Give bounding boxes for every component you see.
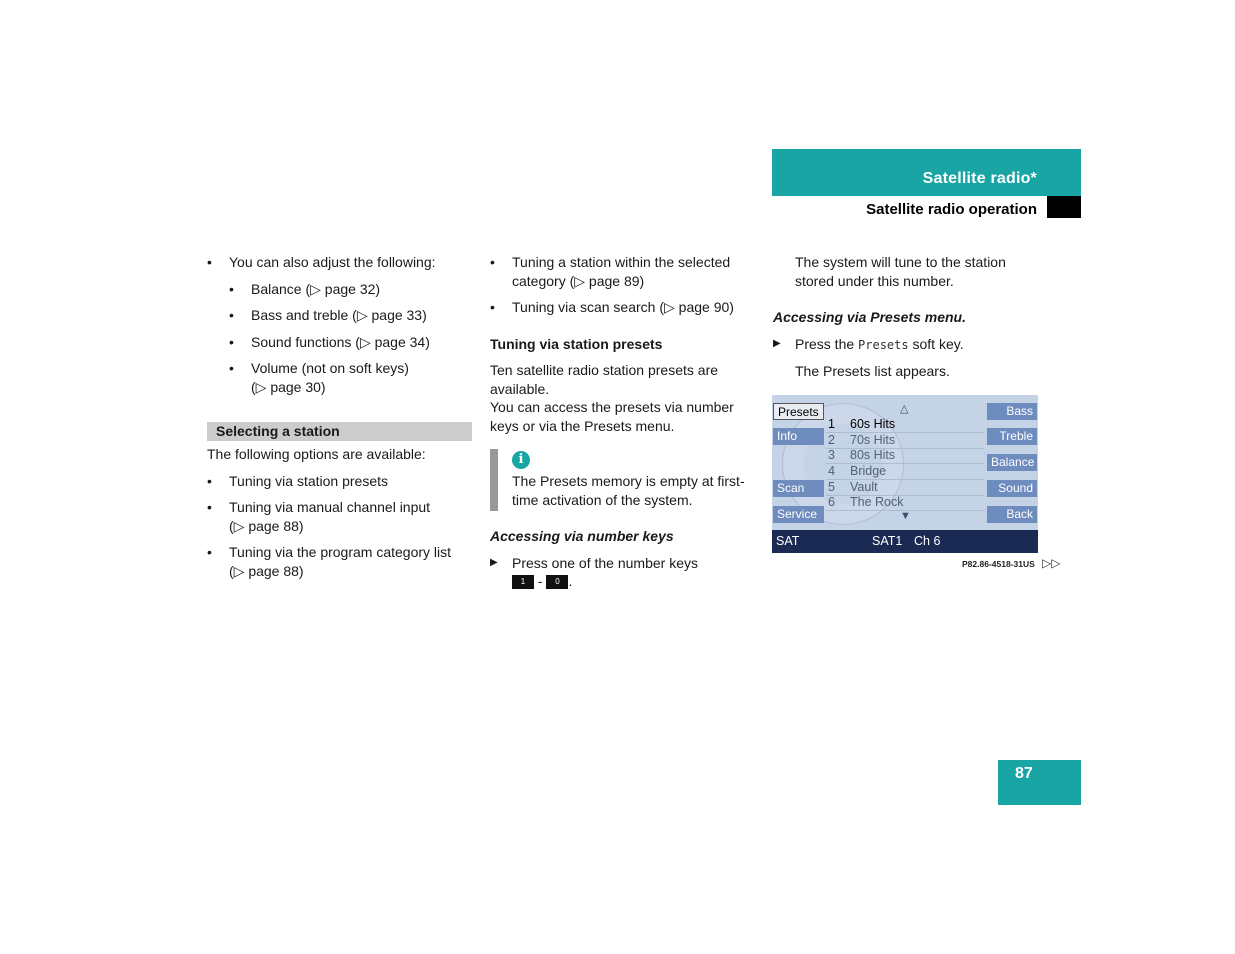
preset-item[interactable]: 2 70s Hits	[828, 433, 896, 447]
softkey-treble[interactable]: Treble	[987, 428, 1037, 445]
list-item: • Tuning via scan search (▷ page 90)	[490, 298, 758, 317]
section-heading-bar: Selecting a station	[207, 422, 472, 441]
figure-code: P82.86-4518-31US	[962, 559, 1035, 569]
number-key-1: 1	[512, 575, 534, 589]
status-band: SAT1	[872, 534, 903, 548]
step-text: Press one of the number keys	[512, 554, 698, 571]
page-number-box	[998, 760, 1081, 805]
list-item: • Tuning a station within the selected category (▷ page 89)	[490, 253, 758, 290]
paragraph: The following options are available:	[207, 446, 426, 462]
preset-item[interactable]: 5 Vault	[828, 480, 878, 494]
softkey-scan[interactable]: Scan	[773, 480, 824, 497]
continue-icon: ▷▷	[1042, 556, 1061, 570]
scroll-down-icon[interactable]: ▼	[900, 510, 911, 522]
header-marker	[1047, 196, 1081, 218]
number-key-0: 0	[546, 575, 568, 589]
list-item: • Bass and treble (▷ page 33)	[229, 306, 472, 325]
softkey-bass[interactable]: Bass	[987, 403, 1037, 420]
list-item: • Tuning via station presets	[207, 472, 472, 491]
preset-item[interactable]: 1 60s Hits	[828, 417, 896, 431]
list-item: • Balance (▷ page 32)	[229, 280, 472, 299]
status-source: SAT	[776, 534, 800, 548]
preset-item[interactable]: 4 Bridge	[828, 464, 887, 478]
softkey-label: Presets	[858, 337, 909, 352]
softkey-service[interactable]: Service	[773, 506, 824, 523]
result-text: The system will tune to the station stored under this number.	[795, 254, 1006, 289]
softkey-info[interactable]: Info	[773, 428, 824, 445]
column-middle	[490, 253, 758, 591]
note-text: The Presets memory is empty at first-time activation of the system.	[512, 473, 745, 508]
softkey-back[interactable]: Back	[987, 506, 1037, 523]
subheading: Tuning via station presets	[490, 335, 663, 352]
preset-item[interactable]: 6 The Rock	[828, 495, 904, 509]
column-left	[207, 253, 472, 588]
status-bar	[772, 530, 1038, 553]
chapter-title: Satellite radio*	[922, 170, 1037, 187]
paragraph: Ten satellite radio station presets are available.	[490, 362, 719, 397]
softkey-presets[interactable]: Presets	[773, 403, 824, 420]
instruction-step	[773, 335, 1038, 355]
column-right	[773, 253, 1038, 389]
scroll-up-icon[interactable]: △	[900, 403, 909, 415]
instruction-step: ▶ Press one of the number keys 1 - 0 .	[490, 554, 758, 591]
list-item: • Sound functions (▷ page 34)	[229, 333, 472, 352]
subheading: Accessing via number keys	[490, 528, 674, 544]
status-channel: Ch 6	[914, 534, 941, 548]
list-item: • You can also adjust the following:	[207, 253, 472, 272]
step-text: Press the	[795, 335, 855, 352]
list-item: • Volume (not on soft keys) (▷ page 30)	[229, 359, 421, 396]
note-bar	[490, 449, 498, 511]
paragraph: You can access the presets via number keys or via the Presets menu.	[490, 399, 734, 434]
sub-list	[229, 280, 472, 397]
list-item: • Tuning via manual channel input (▷ page 88)	[207, 498, 444, 535]
info-icon: i	[512, 451, 530, 469]
softkey-balance[interactable]: Balance	[987, 454, 1037, 471]
subheading: Accessing via Presets menu.	[773, 309, 966, 325]
preset-item[interactable]: 3 80s Hits	[828, 448, 896, 462]
result-text: The Presets list appears.	[795, 363, 950, 379]
step-text: soft key.	[912, 335, 964, 352]
page-number: 87	[1015, 765, 1033, 782]
softkey-sound[interactable]: Sound	[987, 480, 1037, 497]
info-note	[490, 449, 758, 509]
section-title: Satellite radio operation	[866, 201, 1037, 218]
list-item: • Tuning via the program category list (▷ page 88)	[207, 543, 464, 580]
presets-screen	[772, 395, 1038, 553]
key-separator: -	[537, 573, 543, 589]
